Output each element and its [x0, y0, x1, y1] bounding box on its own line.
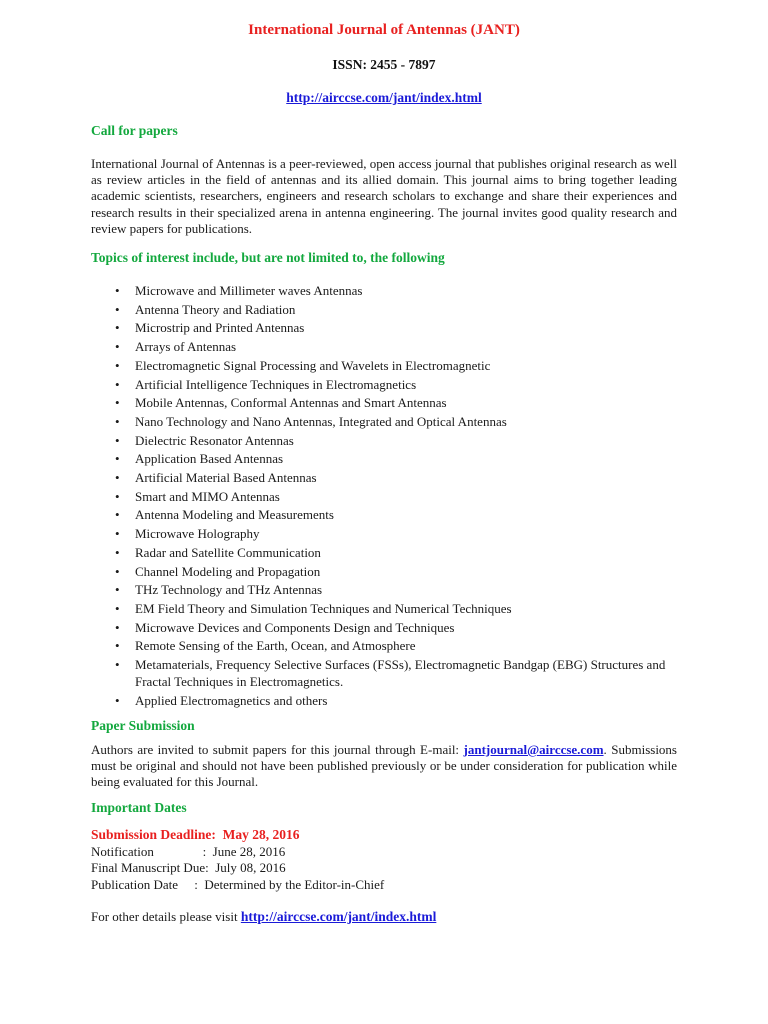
- list-item: • Artificial Material Based Antennas: [115, 470, 317, 486]
- list-item: • THz Technology and THz Antennas: [115, 582, 323, 598]
- submission-email-link[interactable]: jantjournal@airccse.com: [463, 742, 604, 757]
- list-item: • Artificial Intelligence Techniques in Electromagnetics: [115, 376, 417, 392]
- list-item: • Arrays of Antennas: [115, 339, 237, 355]
- paper-submission-heading: Paper Submission: [91, 718, 195, 733]
- list-item: • Applied Electromagnetics and others: [115, 693, 328, 709]
- list-item: • Nano Technology and Nano Antennas, Integrated and Optical Antennas: [115, 413, 507, 429]
- paper-submission-body: Authors are invited to submit papers for this journal through E-mail: jantjournal@airccse.com. Submissions must be original and should not have been published previously or be under consideration for publication while being evaluated for this Journal.: [91, 742, 677, 790]
- journal-url-container: [0, 90, 768, 106]
- list-item: • Antenna Theory and Radiation: [115, 301, 296, 317]
- footer: [91, 909, 436, 925]
- list-item: • Application Based Antennas: [115, 451, 284, 467]
- call-for-papers-body: International Journal of Antennas is a peer-reviewed, open access journal that publishes original research as well as review articles in the field of antennas and its allied domain. This journal aims to bring together leading academic scientists, researchers, engineers and research scholars to exchange and share their experiences and research results in their specialized arena in antenna engineering. The journal invites good quality research and review papers for publications.: [91, 156, 677, 236]
- topics-heading: Topics of interest include, but are not limited to, the following: [91, 250, 445, 265]
- dates-block: [91, 827, 384, 893]
- list-item: • Radar and Satellite Communication: [115, 544, 321, 560]
- list-item: • Remote Sensing of the Earth, Ocean, and Atmosphere: [115, 638, 416, 654]
- list-item: • Dielectric Resonator Antennas: [115, 432, 294, 448]
- list-item: • Microwave Holography: [115, 526, 260, 542]
- list-item: • Microstrip and Printed Antennas: [115, 320, 305, 336]
- submission-deadline: Submission Deadline: May 28, 2016: [91, 827, 300, 842]
- list-item: • Mobile Antennas, Conformal Antennas and Smart Antennas: [115, 395, 447, 411]
- footer-url-link[interactable]: http://airccse.com/jant/index.html: [240, 909, 437, 924]
- topics-list: [91, 282, 691, 711]
- list-item: • Electromagnetic Signal Processing and Wavelets in Electromagnetic: [115, 357, 491, 373]
- footer-text: For other details please visit: [91, 909, 241, 924]
- list-item: • Microwave and Millimeter waves Antennas: [115, 283, 363, 298]
- publication-date: Publication Date : Determined by the Editor-in-Chief: [91, 876, 385, 892]
- list-item: • EM Field Theory and Simulation Techniques and Numerical Techniques: [115, 600, 512, 616]
- call-for-papers-heading: Call for papers: [91, 123, 178, 138]
- list-item: • Smart and MIMO Antennas: [115, 488, 280, 504]
- notification-date: Notification : June 28, 2016: [91, 843, 286, 859]
- list-item: • Channel Modeling and Propagation: [115, 563, 321, 579]
- journal-url-link[interactable]: http://airccse.com/jant/index.html: [286, 90, 482, 105]
- final-manuscript-date: Final Manuscript Due: July 08, 2016: [91, 860, 286, 875]
- list-item: • Microwave Devices and Components Design and Techniques: [115, 619, 455, 635]
- list-item: • Metamaterials, Frequency Selective Surfaces (FSSs), Electromagnetic Bandgap (EBG) Structures and Fractal Techniques in Electromagnetics.: [115, 657, 666, 689]
- important-dates-heading: Important Dates: [91, 800, 187, 815]
- journal-title: International Journal of Antennas (JANT): [248, 22, 520, 38]
- list-item: • Antenna Modeling and Measurements: [115, 507, 334, 523]
- issn: ISSN: 2455 - 7897: [332, 57, 436, 72]
